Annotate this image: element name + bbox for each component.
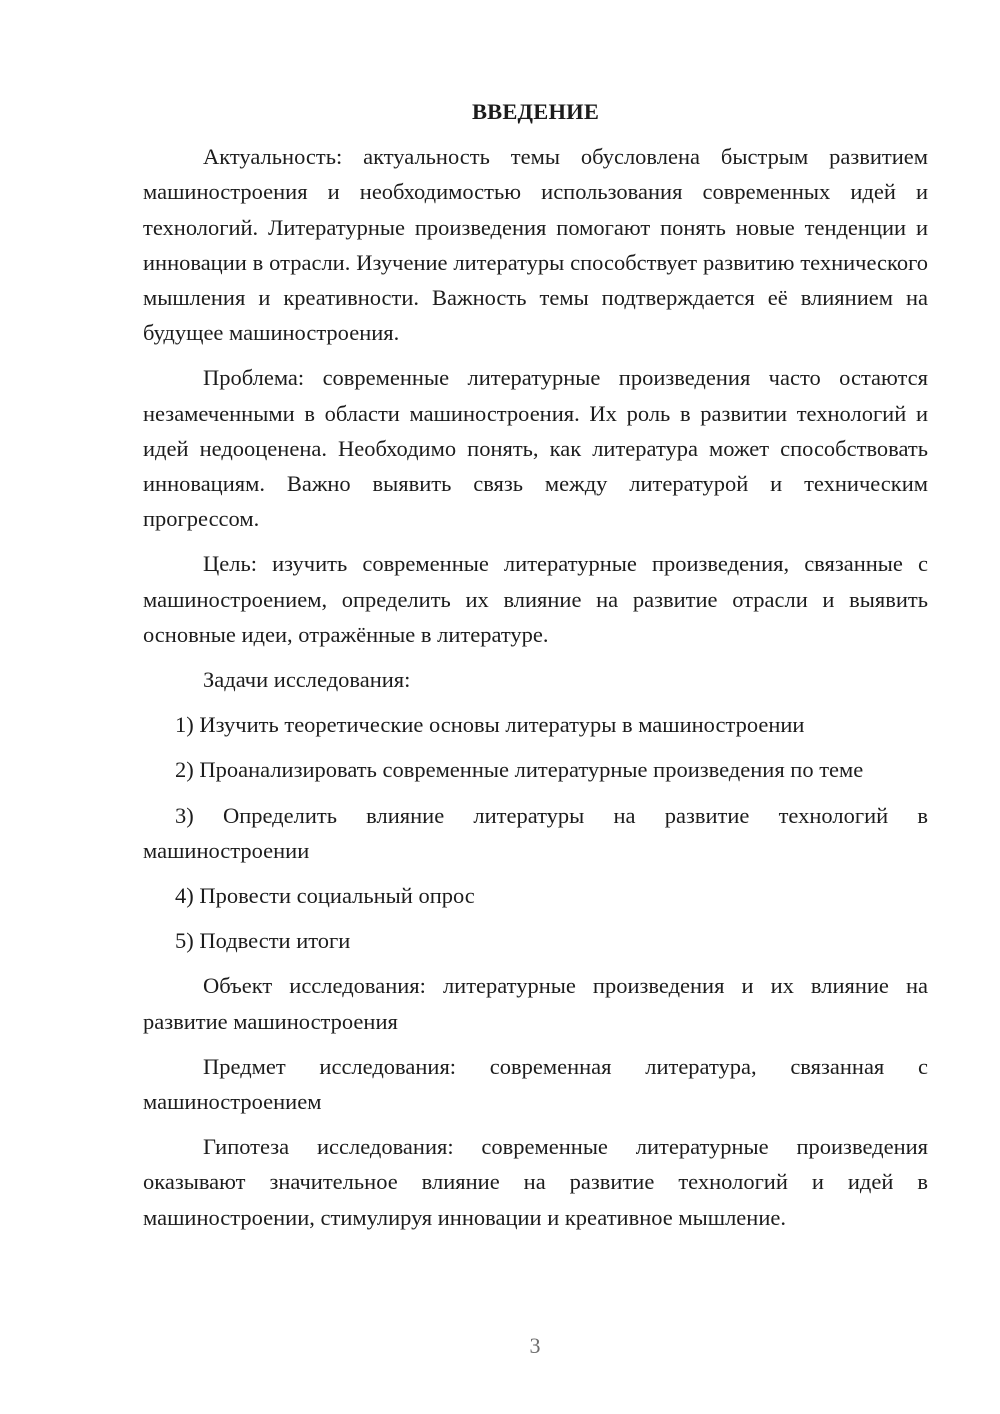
hypothesis-paragraph: Гипотеза исследования: современные литературные произведения оказывают значительное влияние на развитие технологий и идей в машиностроении, стимулируя инновации и креативное мышление. — [143, 1134, 928, 1230]
task-item-5: 5) Подвести итоги — [175, 928, 351, 954]
subject-paragraph: Предмет исследования: современная литература, связанная с машиностроением — [143, 1053, 928, 1115]
task-item-4: 4) Провести социальный опрос — [175, 883, 475, 909]
document-body — [143, 94, 928, 1245]
task-item-2: 2) Проанализировать современные литературные произведения по теме — [175, 757, 864, 783]
task-item-1: 1) Изучить теоретические основы литературы в машиностроении — [175, 712, 805, 738]
goal-paragraph: Цель: изучить современные литературные произведения, связанные с машиностроением, определить их влияние на развитие отрасли и выявить основные идеи, отражённые в литературе. — [143, 551, 928, 647]
problem-paragraph: Проблема: современные литературные произведения часто остаются незамеченными в области машиностроения. Их роль в развитии технологий и идей недооценена. Необходимо понять, как литература может способствовать инновациям. Важно выявить связь между литературой и техническим прогрессом. — [143, 365, 928, 532]
object-paragraph: Объект исследования: литературные произведения и их влияние на развитие машиностроения — [143, 973, 928, 1034]
task-item-3: 3) Определить влияние литературы на развитие технологий в машиностроении — [143, 802, 928, 863]
page-number: 3 — [529, 1333, 541, 1358]
section-title: ВВЕДЕНИЕ — [471, 99, 600, 124]
relevance-paragraph: Актуальность: актуальность темы обусловлена быстрым развитием машиностроения и необходимостью использования современных идей и технологий. Литературные произведения помогают понять новые тенденции и инновации в отрасли. Изучение литературы способствует развитию технического мышления и креативности. Важность темы подтверждается её влиянием на будущее машиностроения. — [143, 144, 928, 346]
tasks-heading: Задачи исследования: — [203, 667, 411, 693]
